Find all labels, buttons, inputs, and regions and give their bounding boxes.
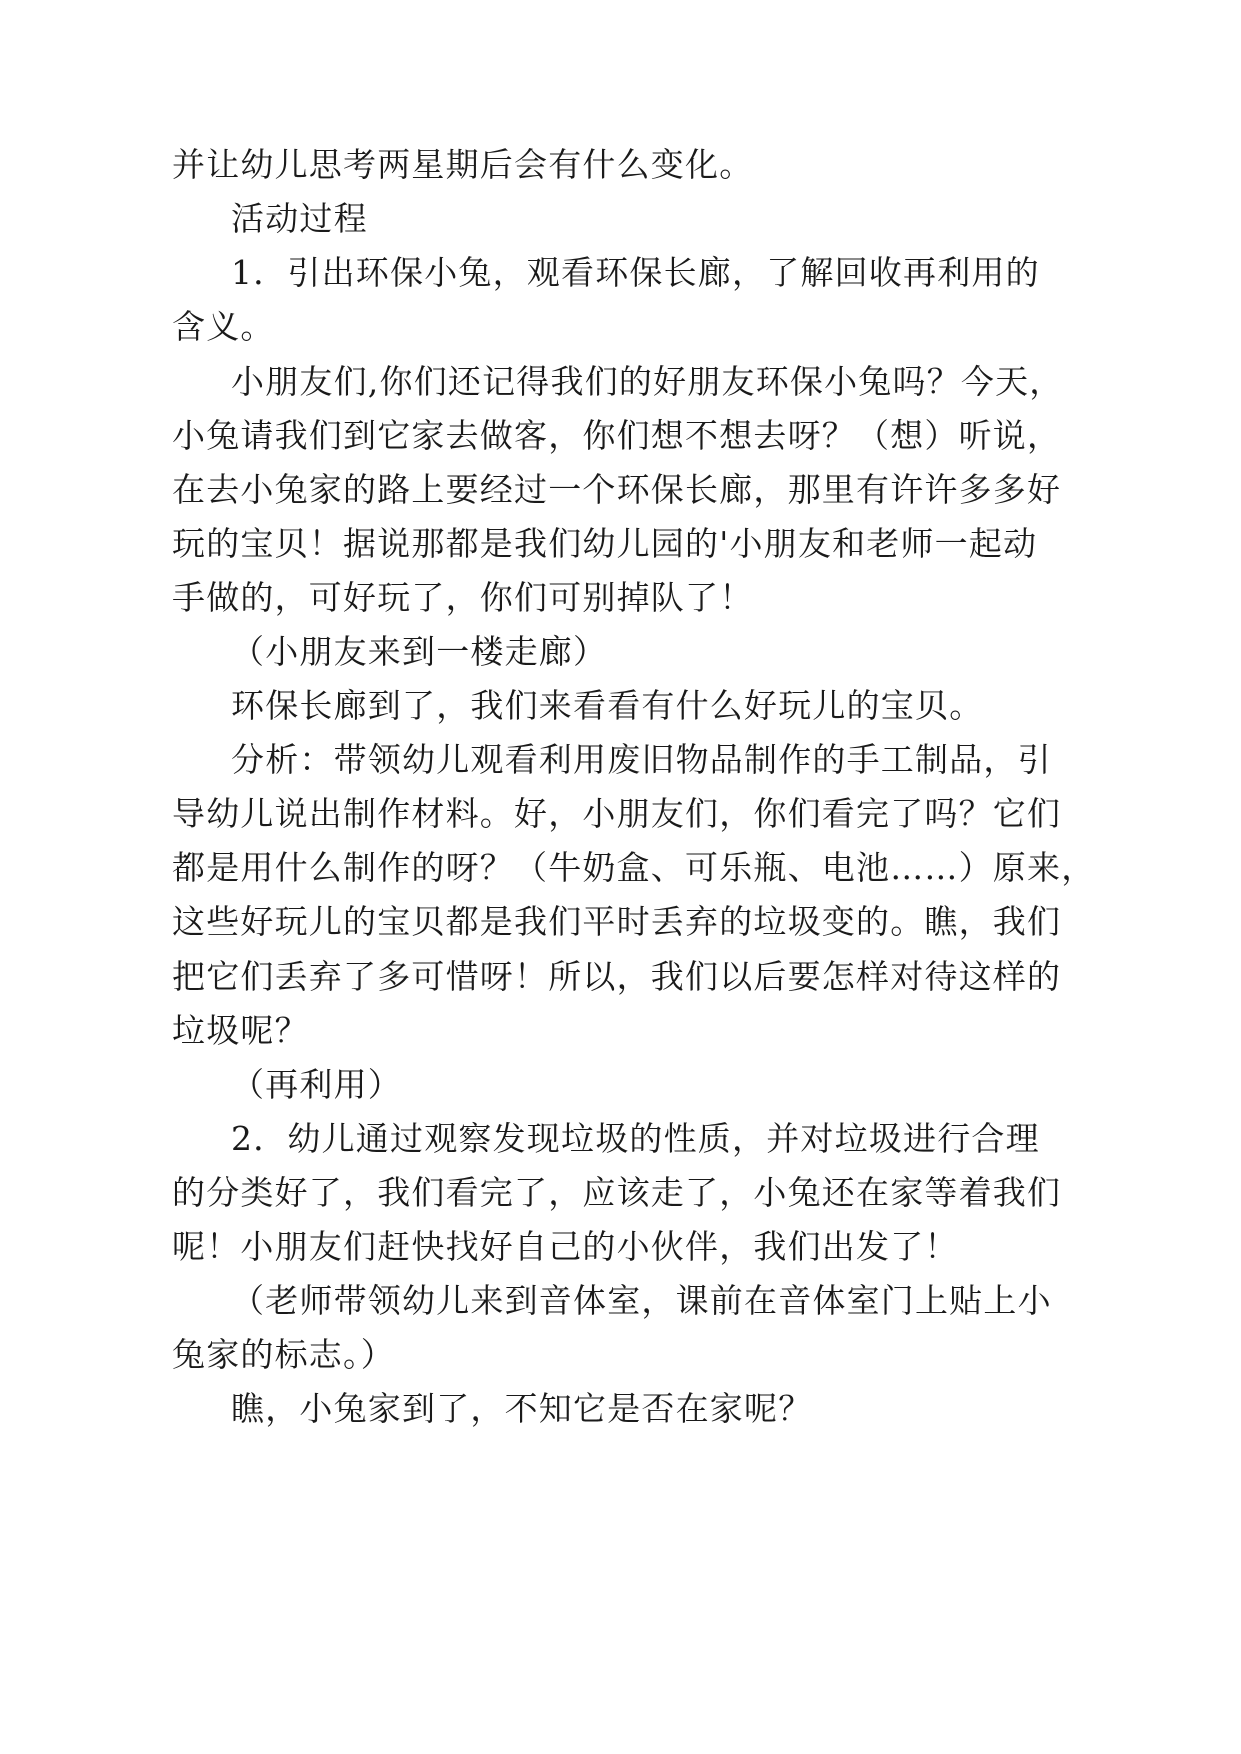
section-heading: 活动过程 xyxy=(231,199,368,238)
text-line: （小朋友来到一楼走廊） xyxy=(231,632,608,671)
text-line: （老师带领幼儿来到音体室，课前在音体室门上贴上小 xyxy=(231,1281,1052,1320)
text-line: 2．幼儿通过观察发现垃圾的性质，并对垃圾进行合理 xyxy=(231,1119,1040,1158)
text-line: （再利用） xyxy=(231,1065,402,1104)
text-line: 呢！小朋友们赶快找好自己的小伙伴，我们出发了！ xyxy=(172,1227,959,1266)
text-line: 含义。 xyxy=(172,307,275,346)
text-line: 瞧，小兔家到了，不知它是否在家呢？ xyxy=(231,1389,813,1428)
text-line: 这些好玩儿的宝贝都是我们平时丢弃的垃圾变的。瞧，我们 xyxy=(172,902,1062,941)
text-line: 1．引出环保小兔，观看环保长廊，了解回收再利用的 xyxy=(231,253,1040,292)
text-line: 玩的宝贝！据说那都是我们幼儿园的'小朋友和老师一起动 xyxy=(172,524,1038,563)
text-line: 环保长廊到了，我们来看看有什么好玩儿的宝贝。 xyxy=(231,686,984,725)
text-line: 手做的，可好玩了，你们可别掉队了！ xyxy=(172,578,754,617)
text-line: 导幼儿说出制作材料。好，小朋友们，你们看完了吗？它们 xyxy=(172,794,1062,833)
text-line: 把它们丢弃了多可惜呀！所以，我们以后要怎样对待这样的 xyxy=(172,957,1062,996)
text-line: 并让幼儿思考两星期后会有什么变化。 xyxy=(172,145,754,184)
text-line: 小朋友们,你们还记得我们的好朋友环保小兔吗？今天， xyxy=(231,362,1064,401)
text-line: 分析：带领幼儿观看利用废旧物品制作的手工制品，引 xyxy=(231,740,1052,779)
text-line: 的分类好了，我们看完了，应该走了，小兔还在家等着我们 xyxy=(172,1173,1062,1212)
text-line: 垃圾呢？ xyxy=(172,1011,309,1050)
text-line: 在去小兔家的路上要经过一个环保长廊，那里有许许多多好 xyxy=(172,470,1062,509)
text-line: 兔家的标志。） xyxy=(172,1335,395,1374)
text-line: 都是用什么制作的呀？（牛奶盒、可乐瓶、电池……）原来， xyxy=(172,848,1096,887)
text-line: 小兔请我们到它家去做客，你们想不想去呀？（想）听说， xyxy=(172,416,1062,455)
